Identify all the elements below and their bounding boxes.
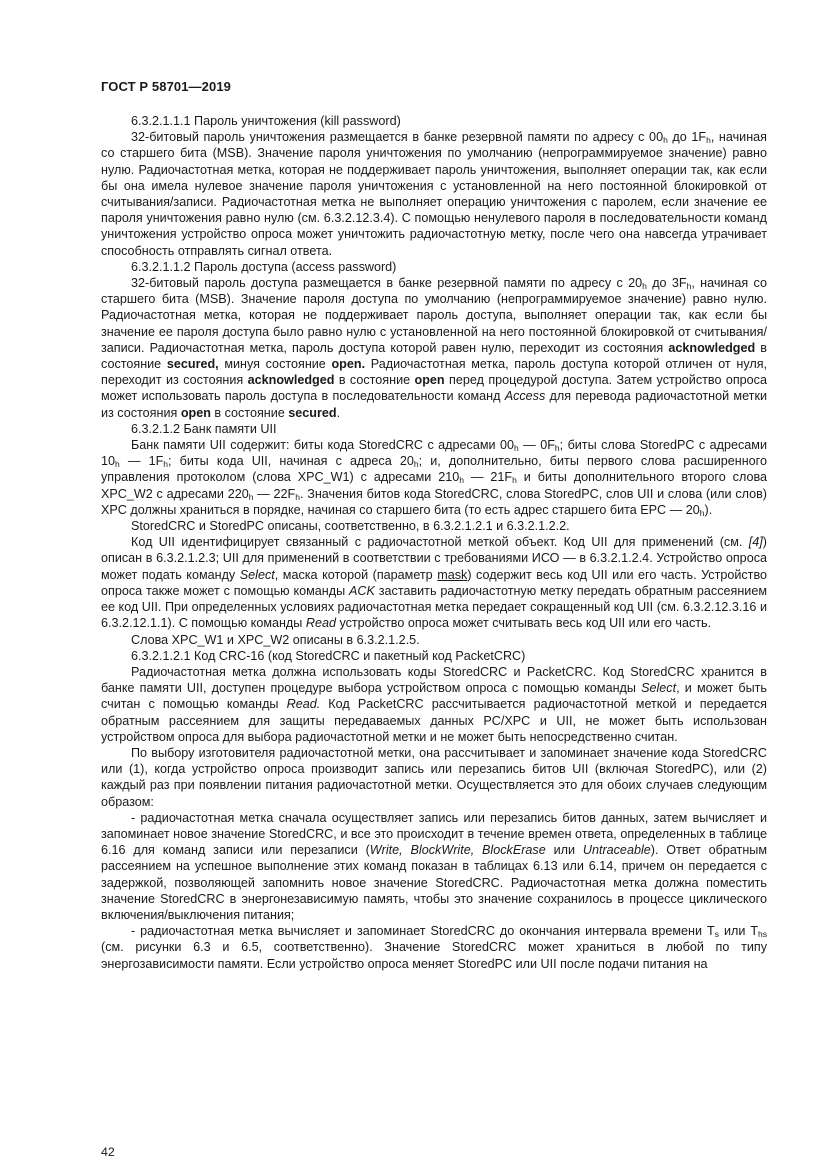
paragraph-uii-code: Код UII идентифицирует связанный с радиочастотной меткой объект. Код UII для применений (см. [4]) описан в 6.3.2.1.2.3; UII для применений в соответствии с требованиями ИСО — в 6.3.2.1.2.4. Устройство опроса может подать команду Select, маска которой (параметр mask) содержит весь код UII или его часть. Устройство опроса также может с помощью команды ACK заставить радиочастотную метку передать обратным рассеянием ее код UII. При определенных условиях радиочастотная метка передает сокращенный код UII (см. 6.3.2.12.3.16 и 6.3.2.12.1.1). С помощью команды Read устройство опроса может считывать весь код UII или его часть.	[101, 535, 768, 631]
paragraph-uii-bank-contents: Банк памяти UII содержит: биты кода StoredCRC с адресами $00_h$ — $0F_h$; биты слова StoredPC с адресами $10_h$ — $1F_h$; биты кода UII, начиная с адреса $20_h$; и, дополнительно, биты первого слова расширенного управления протоколом (слова XPC_W1) с адресами $210_h$ — $21F_h$ и биты дополнительного второго слова XPC_W2 с адресами $220_h$ — $22F_h$. Значения битов кода StoredCRC, слова StoredPC, слов UII и слова (или слов) XPC должны храниться в порядке, начиная со старшего бита (то есть адрес старшего бита EPC — $20_h$).	[101, 438, 768, 518]
page-body	[101, 113, 767, 972]
section-heading-kill-password: 6.3.2.1.1.1 Пароль уничтожения (kill password)	[131, 114, 401, 128]
section-heading-crc16: 6.3.2.1.2.1 Код CRC-16 (код StoredCRC и пакетный код PacketCRC)	[131, 648, 526, 663]
section-heading-uii-bank: 6.3.2.1.2 Банк памяти UII	[131, 421, 277, 436]
paragraph-crc-usage: Радиочастотная метка должна использовать коды StoredCRC и PacketCRC. Код StoredCRC хранится в банке памяти UII, доступен процедуре выбора устройством опроса с помощью команды Select, и может быть считан с помощью команды Read. Код PacketCRC рассчитывается радиочастотной меткой и передается обратным рассеянием для защиты передаваемых данных PC/XPC и UII, не может быть использован устройством опроса для выбора радиочастотной метки и не может быть непосредственно считан.	[101, 664, 767, 744]
document-code-header: ГОСТ Р 58701—2019	[101, 79, 231, 94]
paragraph-xpc-words-ref: Слова XPC_W1 и XPC_W2 описаны в 6.3.2.1.2.5.	[131, 632, 420, 647]
paragraph-crc-calculation-choice: По выбору изготовителя радиочастотной метки, она рассчитывает и запоминает значение кода StoredCRC или (1), когда устройство опроса производит запись или перезапись битов UII (включая StoredPC), или (2) каждый раз при появлении питания радиочастотной метки. Осуществляется это для обоих случаев следующим образом:	[101, 745, 767, 809]
paragraph-storedcrc-storedpc-ref: StoredCRC и StoredPC описаны, соответственно, в 6.3.2.1.2.1 и 6.3.2.1.2.2.	[131, 519, 570, 534]
list-item-crc-powerup-case: - радиочастотная метка вычисляет и запоминает StoredCRC до окончания интервала времени $T_s$ или $T_{hs}$ (см. рисунки 6.3 и 6.5, соответственно). Значение StoredCRC может храниться в любой по типу энергозависимости памяти. Если устройство опроса меняет StoredPC или UII после подачи питания на	[101, 924, 768, 971]
page-number: 42	[101, 1145, 115, 1159]
paragraph-access-password: 32-битовый пароль доступа размещается в банке резервной памяти по адресу с $20_h$ до $3F_h$, начиная со старшего бита (MSB). Значение пароля доступа по умолчанию (непрограммируемое значение) равно нулю. Радиочастотная метка, которая не поддерживает пароль доступа, выполняет операции так, как если бы значение ее пароля доступа было равно нулю с установленной на него постоянной блокировкой от считывания/записи. Радиочастотная метка, пароль доступа которой равен нулю, переходит из состояния acknowledged в состояние secured, минуя состояние open. Радиочастотная метка, пароль доступа которой отличен от нуля, переходит из состояния acknowledged в состояние open перед процедурой доступа. Затем устройство опроса может использовать пароль доступа в последовательности команд Access для перевода радиочастотной метки из состояния open в состояние secured.	[101, 276, 768, 420]
list-item-crc-write-case: - радиочастотная метка сначала осуществляет запись или перезапись битов данных, затем вычисляет и запоминает новое значение StoredCRC, и все это происходит в течение времен ответа, определенных в таблице 6.16 для команд записи или перезаписи (Write, BlockWrite, BlockErase или Untraceable). Ответ обратным рассеянием на успешное выполнение этих команд показан в таблицах 6.13 или 6.14, причем он передается с задержкой, позволяющей запомнить новое значение StoredCRC. Радиочастотная метка должна поместить значение StoredCRC в энергонезависимую память, чтобы это значение сохранилось в процессе циклического включения/выключения питания;	[101, 810, 767, 922]
section-heading-access-password: 6.3.2.1.1.2 Пароль доступа (access password)	[131, 259, 397, 274]
paragraph-kill-password: 32-битовый пароль уничтожения размещается в банке резервной памяти по адресу с $00_h$ до $1F_h$, начиная со старшего бита (MSB). Значение пароля уничтожения по умолчанию (непрограммируемое значение) равно нулю. Радиочастотная метка, которая не поддерживает пароль уничтожения, выполняет операции так, как если бы она имела нулевое значение пароля уничтожения с установленной на него постоянной блокировкой от считывания/записи. Радиочастотная метка не выполняет операцию уничтожения с паролем, если значение ее пароля уничтожения равно нулю (см. 6.3.2.12.3.4). С помощью ненулевого пароля в последовательности команд уничтожения устройство опроса может уничтожить радиочастотную метку, после чего она навсегда утрачивает способность отправлять сигнал ответа.	[101, 130, 767, 258]
